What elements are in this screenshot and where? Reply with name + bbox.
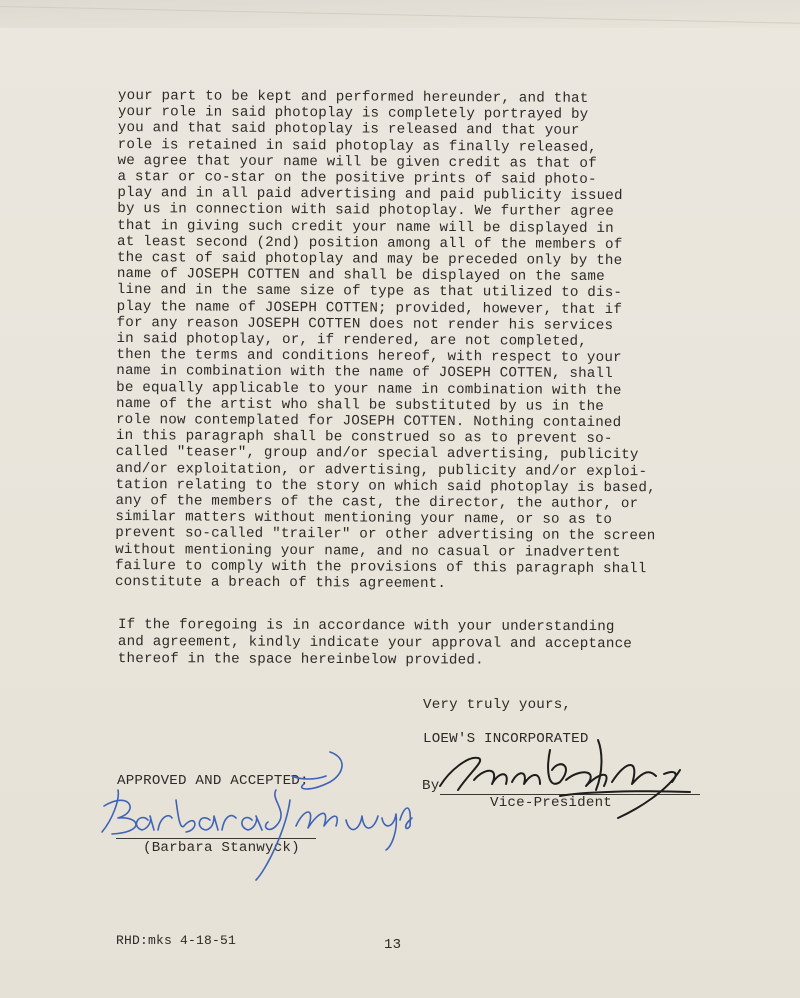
paragraph-line: called "teaser", group and/or special advertising, publicity [115,444,639,464]
paragraph-line: name of JOSEPH COTTEN and shall be displayed on the same [116,266,605,286]
paragraph-line: without mentioning your name, and no casual or inadvertent [115,541,621,561]
paragraph-line: your part to be kept and performed hereunder, and that [117,88,589,107]
paragraph-line: name of the artist who shall be substituted by us in the [116,395,605,415]
paragraph-line: name in combination with the name of JOSEPH COTTEN, shall [116,363,614,383]
paragraph-line: prevent so-called "trailer" or other advertising on the screen [115,525,656,545]
paragraph-line: tation relating to the story on which said photoplay is based, [115,476,656,497]
paragraph-line: line and in the same size of type as that utilized to dis- [116,282,623,302]
paragraph-line: your role in said photoplay is completely portrayed by [117,104,589,124]
paragraph-line: for any reason JOSEPH COTTEN does not render his services [116,314,614,334]
by-label: By [422,778,440,794]
paragraph-line: in said photoplay, or, if rendered, are not completed, [116,331,588,350]
closing-line: If the foregoing is in accordance with your understanding [117,617,615,636]
reference-code: RHD:mks 4-18-51 [116,933,237,948]
company-name: LOEW'S INCORPORATED [423,731,589,747]
valediction: Very truly yours, [423,697,572,713]
paragraph-line: constitute a breach of this agreement. [114,574,447,593]
paragraph-line: we agree that your name will be given credit as that of [117,152,597,172]
page-number: 13 [384,937,402,953]
closing-line: and agreement, kindly indicate your approval and acceptance [117,633,633,653]
signer-title: Vice-President [490,795,612,811]
paragraph-line: you and that said photoplay is released and that your [117,120,580,140]
paragraph-line: play and in all paid advertising and paid publicity issued [117,185,623,205]
printed-signer-name: (Barbara Stanwyck) [143,840,300,856]
paragraph-line: that in giving such credit your name will be displayed in [117,217,614,237]
paragraph-line: role is retained in said photoplay as finally released, [117,136,597,156]
contract-paragraph [115,88,738,594]
paragraph-line: a star or co-star on the positive prints of said photo- [117,169,597,188]
paragraph-line: at least second (2nd) position among all of the members of [117,233,623,253]
paragraph-line: the cast of said photoplay and may be preceded only by the [116,250,623,270]
paragraph-line: role now contemplated for JOSEPH COTTEN. Nothing contained [115,412,622,432]
paragraph-line: and/or exploitation, or advertising, publicity and/or exploi- [115,460,648,480]
paragraph-line: be equally applicable to your name in combination with the [116,379,622,399]
paragraph-line: play the name of JOSEPH COTTEN; provided, however, that if [116,298,623,318]
paragraph-line: by us in connection with said photoplay. We further agree [117,201,615,221]
paragraph-line: then the terms and conditions hereof, with respect to your [116,347,622,367]
closing-line: thereof in the space hereinbelow provided. [117,650,484,669]
closing-paragraph [118,617,632,670]
approved-label: APPROVED AND ACCEPTED: [117,773,309,789]
paragraph-line: similar matters without mentioning your name, or so as to [115,509,613,529]
paragraph-line: failure to comply with the provisions of this paragraph shall [115,557,647,578]
signature-line-approval [116,838,316,839]
paragraph-line: any of the members of the cast, the director, the author, or [115,493,639,513]
paragraph-line: in this paragraph shall be construed so as to prevent so- [115,428,613,448]
